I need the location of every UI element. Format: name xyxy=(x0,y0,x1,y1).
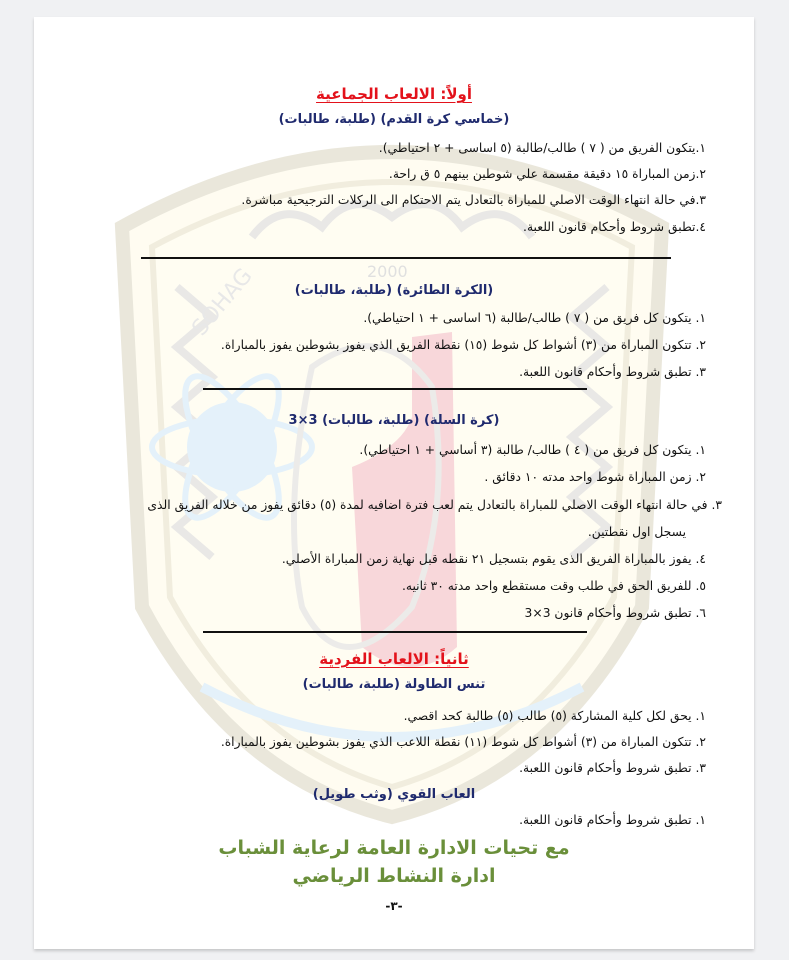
list-item: ١. تطبق شروط وأحكام قانون اللعبة. xyxy=(519,813,706,827)
list-item: ٢.زمن المباراة ١٥ دقيقة مقسمة علي شوطين بينهم ٥ ق راحة. xyxy=(388,167,706,181)
list-item-continuation: يسجل اول نقطتين. xyxy=(587,525,686,539)
football-heading: (خماسي كرة القدم) (طلبة، طالبات) xyxy=(278,112,510,127)
volleyball-heading: (الكرة الطائرة) (طلبة، طالبات) xyxy=(294,283,494,298)
list-item: ٦. تطبق شروط وأحكام قانون 3×3 xyxy=(524,606,706,620)
list-item: ٥. للفريق الحق في طلب وقت مستقطع واحد مدته ٣٠ ثانيه. xyxy=(401,579,706,593)
divider xyxy=(203,388,587,390)
list-item: ١. يحق لكل كلية المشاركة (٥) طالب (٥) طالبة كحد اقصي. xyxy=(403,709,706,723)
list-item: ٢. زمن المباراة شوط واحد مدته ١٠ دقائق . xyxy=(484,470,706,484)
section-title-individual-games: ثانياً: الالعاب الفردية xyxy=(319,650,469,668)
list-item: ٣. في حالة انتهاء الوقت الاصلي للمباراة بالتعادل يتم لعب فترة اضافيه لمدة (٥) دقائق يفوز من خلاله الفريق الذى xyxy=(147,498,722,512)
list-item: ٣. تطبق شروط وأحكام قانون اللعبة. xyxy=(519,761,706,775)
svg-text:SOHAG: SOHAG xyxy=(187,263,258,341)
list-item: ٢. تتكون المباراة من (٣) أشواط كل شوط (١٥) نقطة الفريق الذي يفوز بشوطين يفوز بالمباراة. xyxy=(220,338,706,352)
athletics-heading: العاب القوي (وثب طويل) xyxy=(312,787,476,802)
divider xyxy=(141,257,671,259)
basketball-heading: (كرة السلة) (طلبة، طالبات) 3×3 xyxy=(288,413,500,428)
list-item: ١. يتكون كل فريق من ( ٧ ) طالب/طالبة (٦ اساسى + ١ احتياطي). xyxy=(363,311,706,325)
section-title-team-games: أولاً: الالعاب الجماعية xyxy=(316,85,472,103)
list-item: ١. يتكون كل فريق من ( ٤ ) طالب/ طالبة (٣ أساسي + ١ احتياطي). xyxy=(359,443,706,457)
list-item: ٢. تتكون المباراة من (٣) أشواط كل شوط (١١) نقطة اللاعب الذي يفوز بشوطين يفوز بالمباراة. xyxy=(220,735,706,749)
divider xyxy=(203,631,587,633)
document-page xyxy=(34,17,754,949)
page-number: -٣- xyxy=(385,899,403,913)
list-item: ٤.تطبق شروط وأحكام قانون اللعبة. xyxy=(523,220,706,234)
table-tennis-heading: تنس الطاولة (طلبة، طالبات) xyxy=(302,677,486,692)
svg-text:2000: 2000 xyxy=(367,262,408,281)
list-item: ٣.في حالة انتهاء الوقت الاصلي للمباراة بالتعادل يتم الاحتكام الى الركلات الترجيحية مباشرة. xyxy=(241,193,706,207)
list-item: ٤. يفوز بالمباراة الفريق الذى يقوم بتسجيل ٢١ نقطه قبل نهاية زمن المباراة الأصلي. xyxy=(281,552,706,566)
list-item: ٣. تطبق شروط وأحكام قانون اللعبة. xyxy=(519,365,706,379)
footer-department: ادارة النشاط الرياضي xyxy=(292,865,496,887)
list-item: ١.يتكون الفريق من ( ٧ ) طالب/طالبة (٥ اساسى + ٢ احتياطي). xyxy=(378,141,706,155)
footer-greeting: مع تحيات الادارة العامة لرعاية الشباب xyxy=(218,837,570,859)
